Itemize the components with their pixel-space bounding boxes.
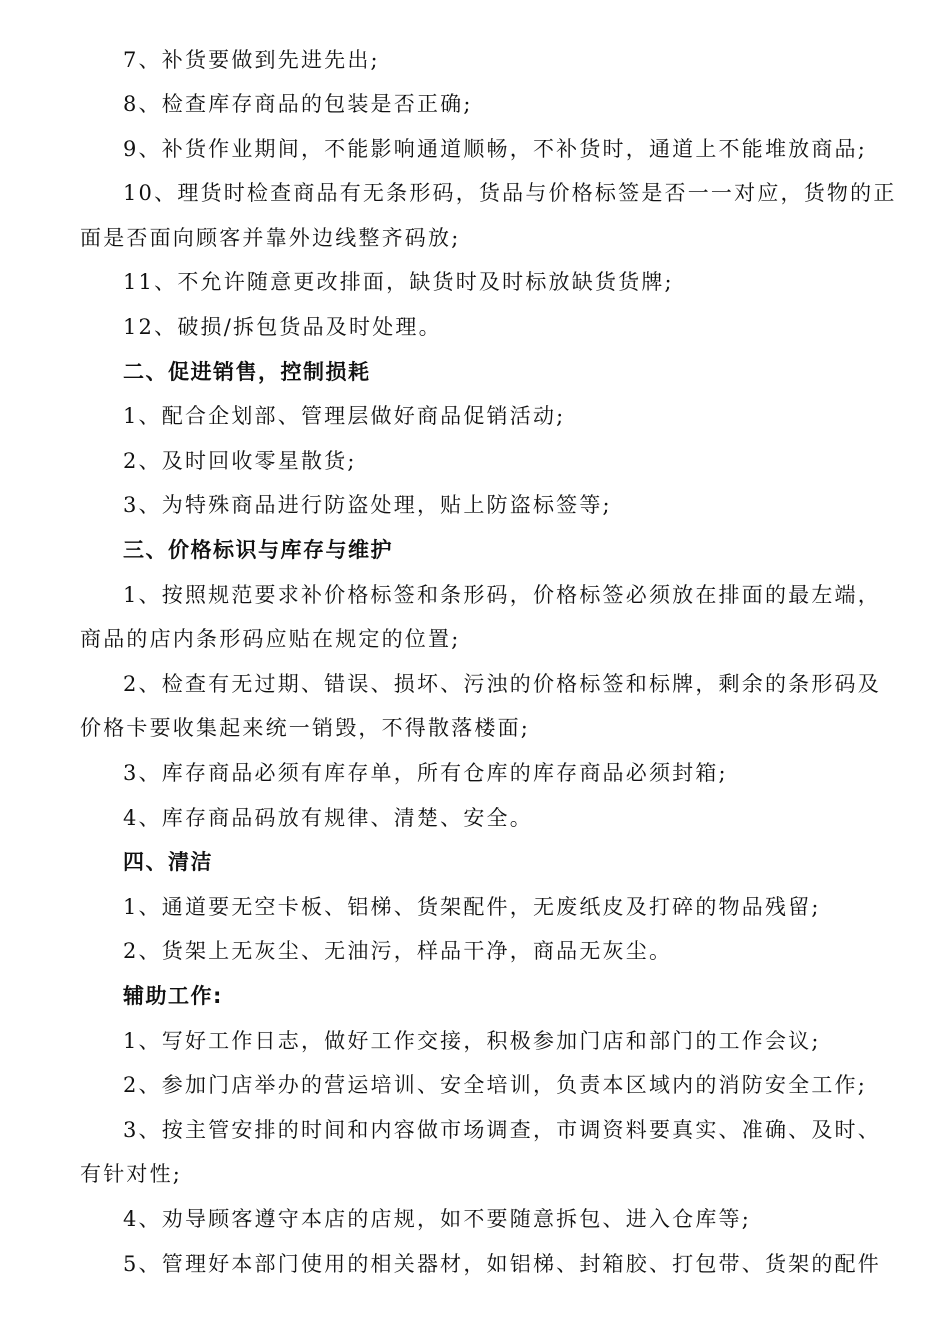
list-item: 3、库存商品必须有库存单，所有仓库的库存商品必须封箱; [123, 761, 728, 785]
list-item-continuation: 面是否面向顾客并靠外边线整齐码放; [80, 226, 461, 250]
list-item: 2、及时回收零星散货; [123, 449, 357, 473]
list-item: 7、补货要做到先进先出; [123, 48, 380, 72]
list-item-continuation: 价格卡要收集起来统一销毁，不得散落楼面; [80, 716, 531, 740]
list-item: 1、通道要无空卡板、铝梯、货架配件，无废纸皮及打碎的物品残留; [123, 895, 821, 919]
list-item: 2、检查有无过期、错误、损坏、污浊的价格标签和标牌，剩余的条形码及 [123, 672, 881, 696]
list-item: 1、写好工作日志，做好工作交接，积极参加门店和部门的工作会议; [123, 1029, 821, 1053]
list-item: 1、按照规范要求补价格标签和条形码，价格标签必须放在排面的最左端， [123, 583, 881, 607]
list-item: 9、补货作业期间，不能影响通道顺畅，不补货时，通道上不能堆放商品; [123, 137, 868, 161]
list-item: 4、劝导顾客遵守本店的店规，如不要随意拆包、进入仓库等; [123, 1207, 752, 1231]
list-item: 5、管理好本部门使用的相关器材，如铝梯、封箱胶、打包带、货架的配件 [123, 1252, 881, 1276]
list-item: 3、为特殊商品进行防盗处理，贴上防盗标签等; [123, 493, 612, 517]
list-item: 8、检查库存商品的包装是否正确; [123, 92, 473, 116]
list-item-continuation: 商品的店内条形码应贴在规定的位置; [80, 627, 461, 651]
section-heading: 辅助工作: [123, 984, 223, 1008]
list-item: 2、货架上无灰尘、无油污，样品干净，商品无灰尘。 [123, 939, 673, 963]
list-item: 12、破损/拆包货品及时处理。 [123, 315, 442, 339]
list-item-continuation: 有针对性; [80, 1162, 183, 1186]
section-heading: 二、促进销售，控制损耗 [123, 360, 371, 384]
section-heading: 四、清洁 [123, 850, 213, 874]
list-item: 1、配合企划部、管理层做好商品促销活动; [123, 404, 566, 428]
list-item: 2、参加门店举办的营运培训、安全培训，负责本区域内的消防安全工作; [123, 1073, 868, 1097]
list-item: 11、不允许随意更改排面，缺货时及时标放缺货货牌; [123, 270, 674, 294]
section-heading: 三、价格标识与库存与维护 [123, 538, 393, 562]
list-item: 10、理货时检查商品有无条形码，货品与价格标签是否一一对应，货物的正 [123, 181, 897, 205]
list-item: 4、库存商品码放有规律、清楚、安全。 [123, 806, 533, 830]
list-item: 3、按主管安排的时间和内容做市场调查，市调资料要真实、准确、及时、 [123, 1118, 881, 1142]
